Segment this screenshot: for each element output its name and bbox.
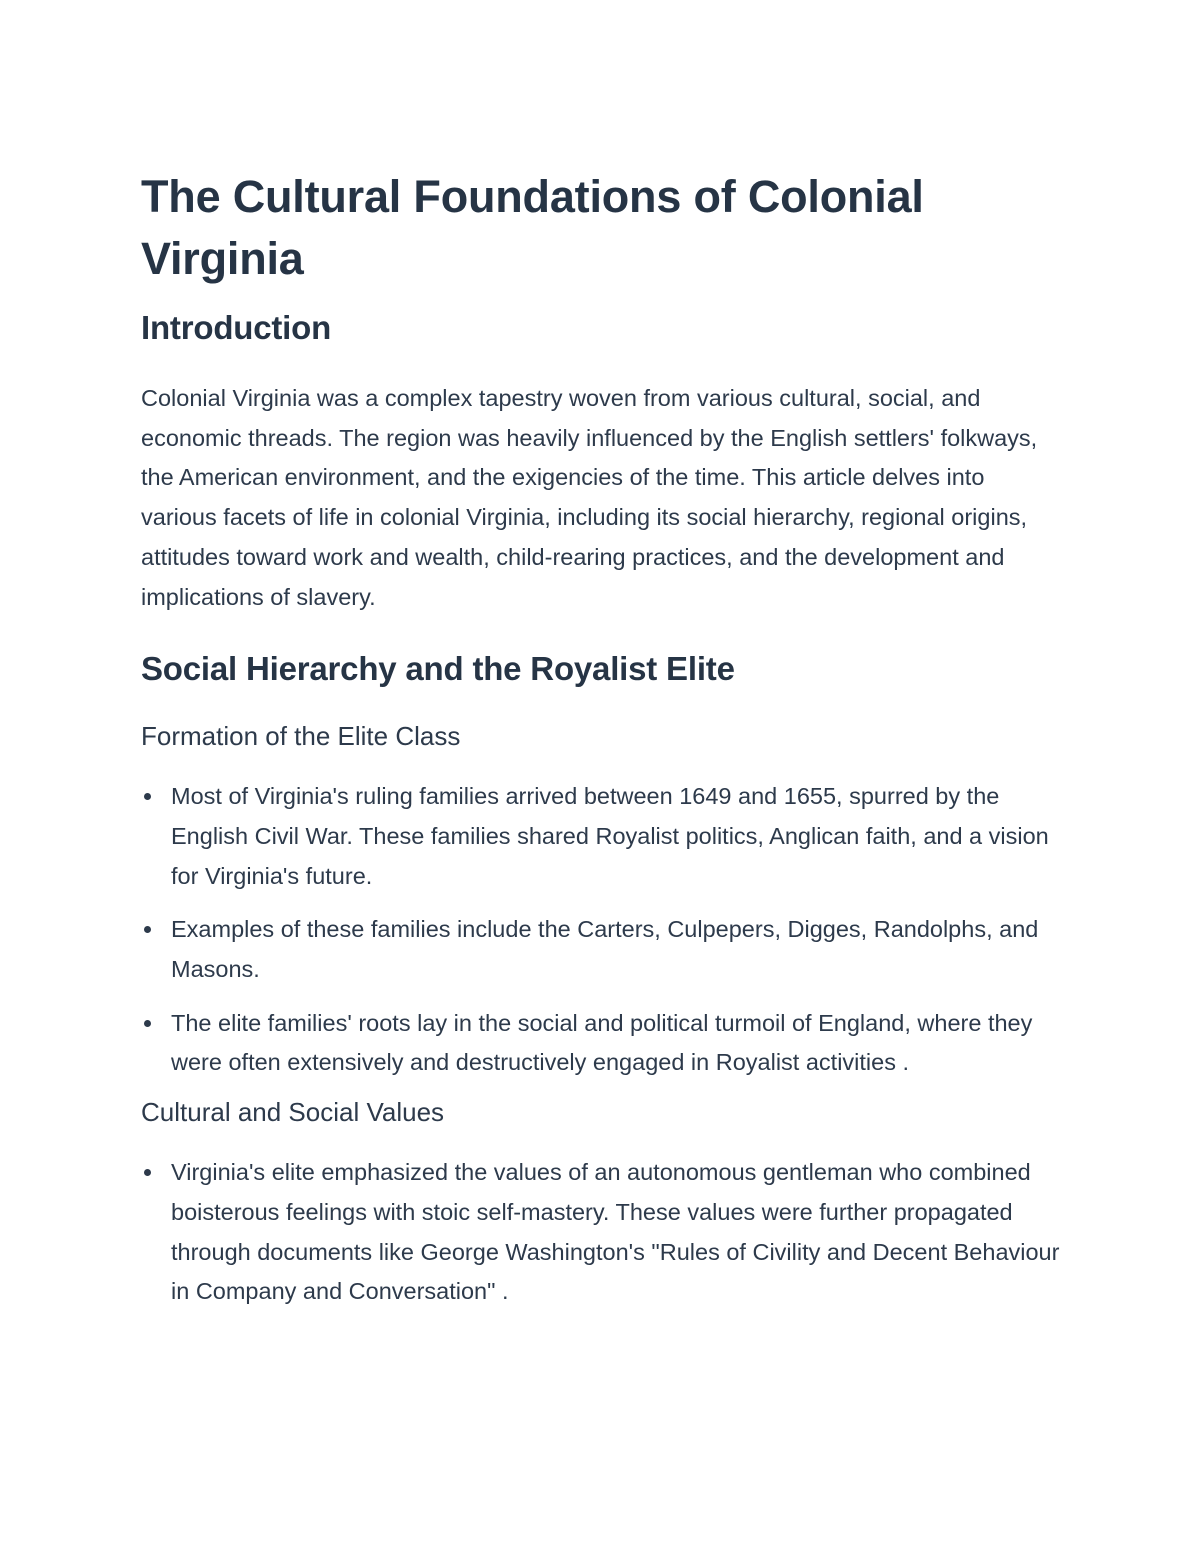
values-list bbox=[141, 1153, 1066, 1312]
bullet-icon bbox=[144, 1169, 151, 1176]
bullet-icon bbox=[144, 926, 151, 933]
introduction-heading: Introduction bbox=[141, 309, 332, 346]
list-item-text: Most of Virginia's ruling families arrived between 1649 and 1655, spurred by the English Civil War. These families shared Royalist politics, Anglican faith, and a vision for Virginia's future. bbox=[171, 783, 1049, 889]
introduction-paragraph: Colonial Virginia was a complex tapestry woven from various cultural, social, and economic threads. The region was heavily influenced by the English settlers' folkways, the American environment, and the exigencies of the time. This article delves into various facets of life in colonial Virginia, including its social hierarchy, regional origins, attitudes toward work and wealth, child-rearing practices, and the development and implications of slavery. bbox=[141, 385, 1038, 610]
list-item-text: The elite families' roots lay in the social and political turmoil of England, where they were often extensively and destructively engaged in Royalist activities . bbox=[171, 1009, 1033, 1076]
document-title: The Cultural Foundations of Colonial Virginia bbox=[141, 171, 924, 284]
bullet-icon bbox=[144, 1020, 151, 1027]
list-item bbox=[141, 1004, 1066, 1083]
social-hierarchy-heading: Social Hierarchy and the Royalist Elite bbox=[141, 650, 735, 688]
values-subheading: Cultural and Social Values bbox=[141, 1097, 445, 1128]
list-item-text: Virginia's elite emphasized the values of an autonomous gentleman who combined boisterous feelings with stoic self-mastery. These values were further propagated through documents like George Washington's "Rules of Civility and Decent Behaviour in Company and Conversation" . bbox=[171, 1159, 1060, 1305]
list-item bbox=[141, 777, 1066, 896]
document-page bbox=[141, 166, 1066, 1312]
list-item bbox=[141, 910, 1066, 989]
elite-class-list bbox=[141, 777, 1066, 1083]
bullet-icon bbox=[144, 793, 151, 800]
list-item-text: Examples of these families include the Carters, Culpepers, Digges, Randolphs, and Masons. bbox=[171, 916, 1039, 983]
elite-class-subheading: Formation of the Elite Class bbox=[141, 721, 461, 752]
list-item bbox=[141, 1153, 1066, 1312]
